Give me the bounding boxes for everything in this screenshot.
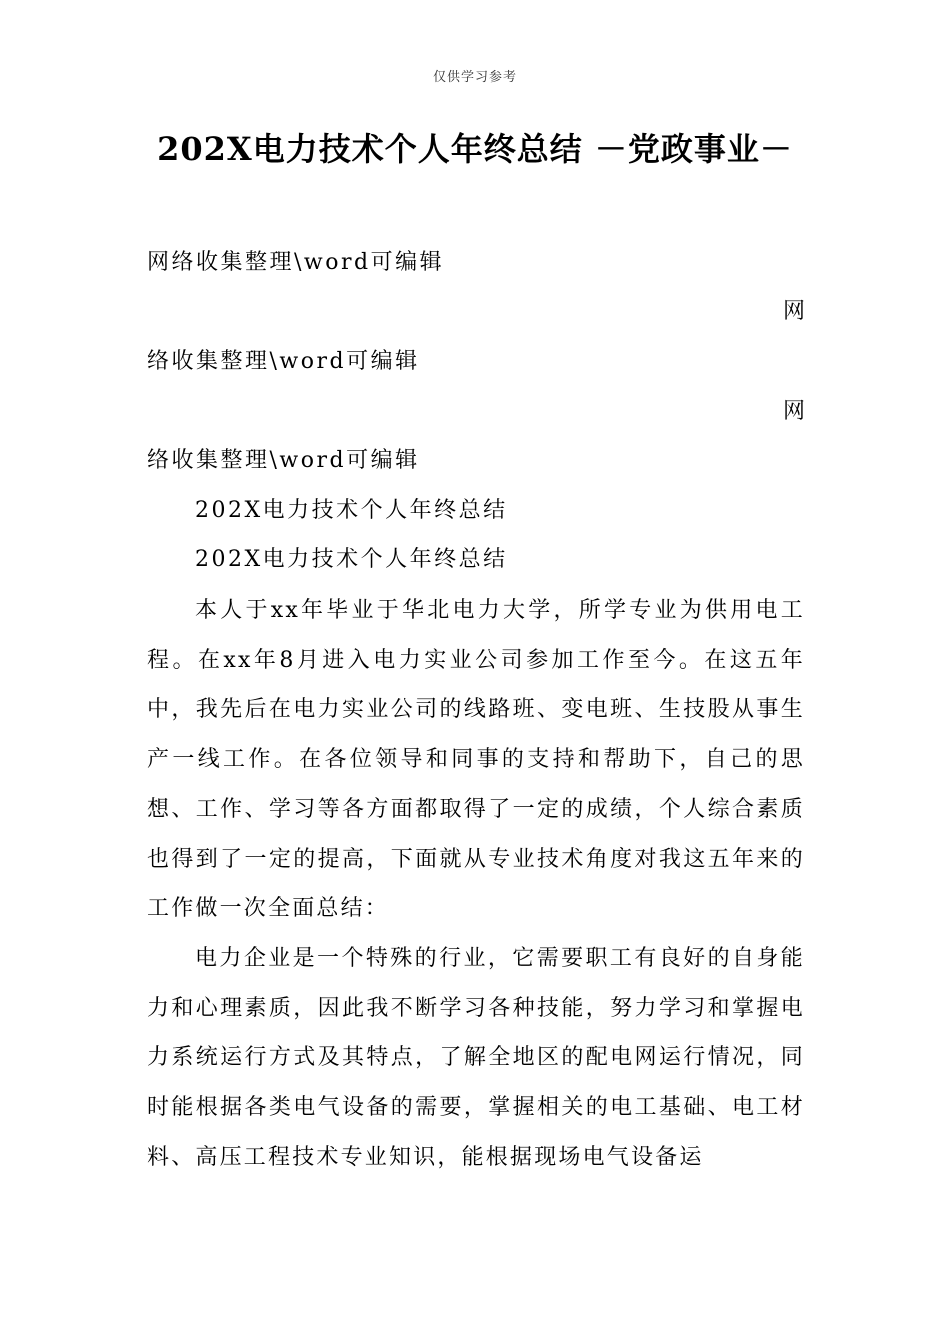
document-title: 202X电力技术个人年终总结 －党政事业－: [157, 130, 793, 168]
source-line-1: 网络收集整理\word可编辑: [147, 250, 445, 275]
subtitle-1: 202X电力技术个人年终总结: [195, 498, 508, 523]
source-line-2: 网: [782, 299, 805, 324]
header-note: 仅供学习参考: [432, 70, 517, 85]
source-line-5: 络收集整理\word可编辑: [147, 448, 420, 473]
source-line-3: 络收集整理\word可编辑: [147, 349, 420, 374]
body-paragraph-1: 本人于xx年毕业于华北电力大学，所学专业为供用电工程。在xx年8月进入电力实业公司参加工作至今。在这五年中，我先后在电力实业公司的线路班、变电班、生技股从事生产一线工作。在各位领导和同事的支持和帮助下，自己的思想、工作、学习等各方面都取得了一定的成绩，个人综合素质也得到了一定的提高，下面就从专业技术角度对我这五年来的工作做一次全面总结：: [147, 598, 805, 922]
body-paragraph-2: 电力企业是一个特殊的行业，它需要职工有良好的自身能力和心理素质，因此我不断学习各种技能，努力学习和掌握电力系统运行方式及其特点，了解全地区的配电网运行情况，同时能根据各类电气设备的需要，掌握相关的电工基础、电工材料、高压工程技术专业知识，能根据现场电气设备运: [147, 946, 805, 1170]
subtitle-2: 202X电力技术个人年终总结: [195, 547, 508, 572]
source-line-4: 网: [782, 399, 805, 424]
